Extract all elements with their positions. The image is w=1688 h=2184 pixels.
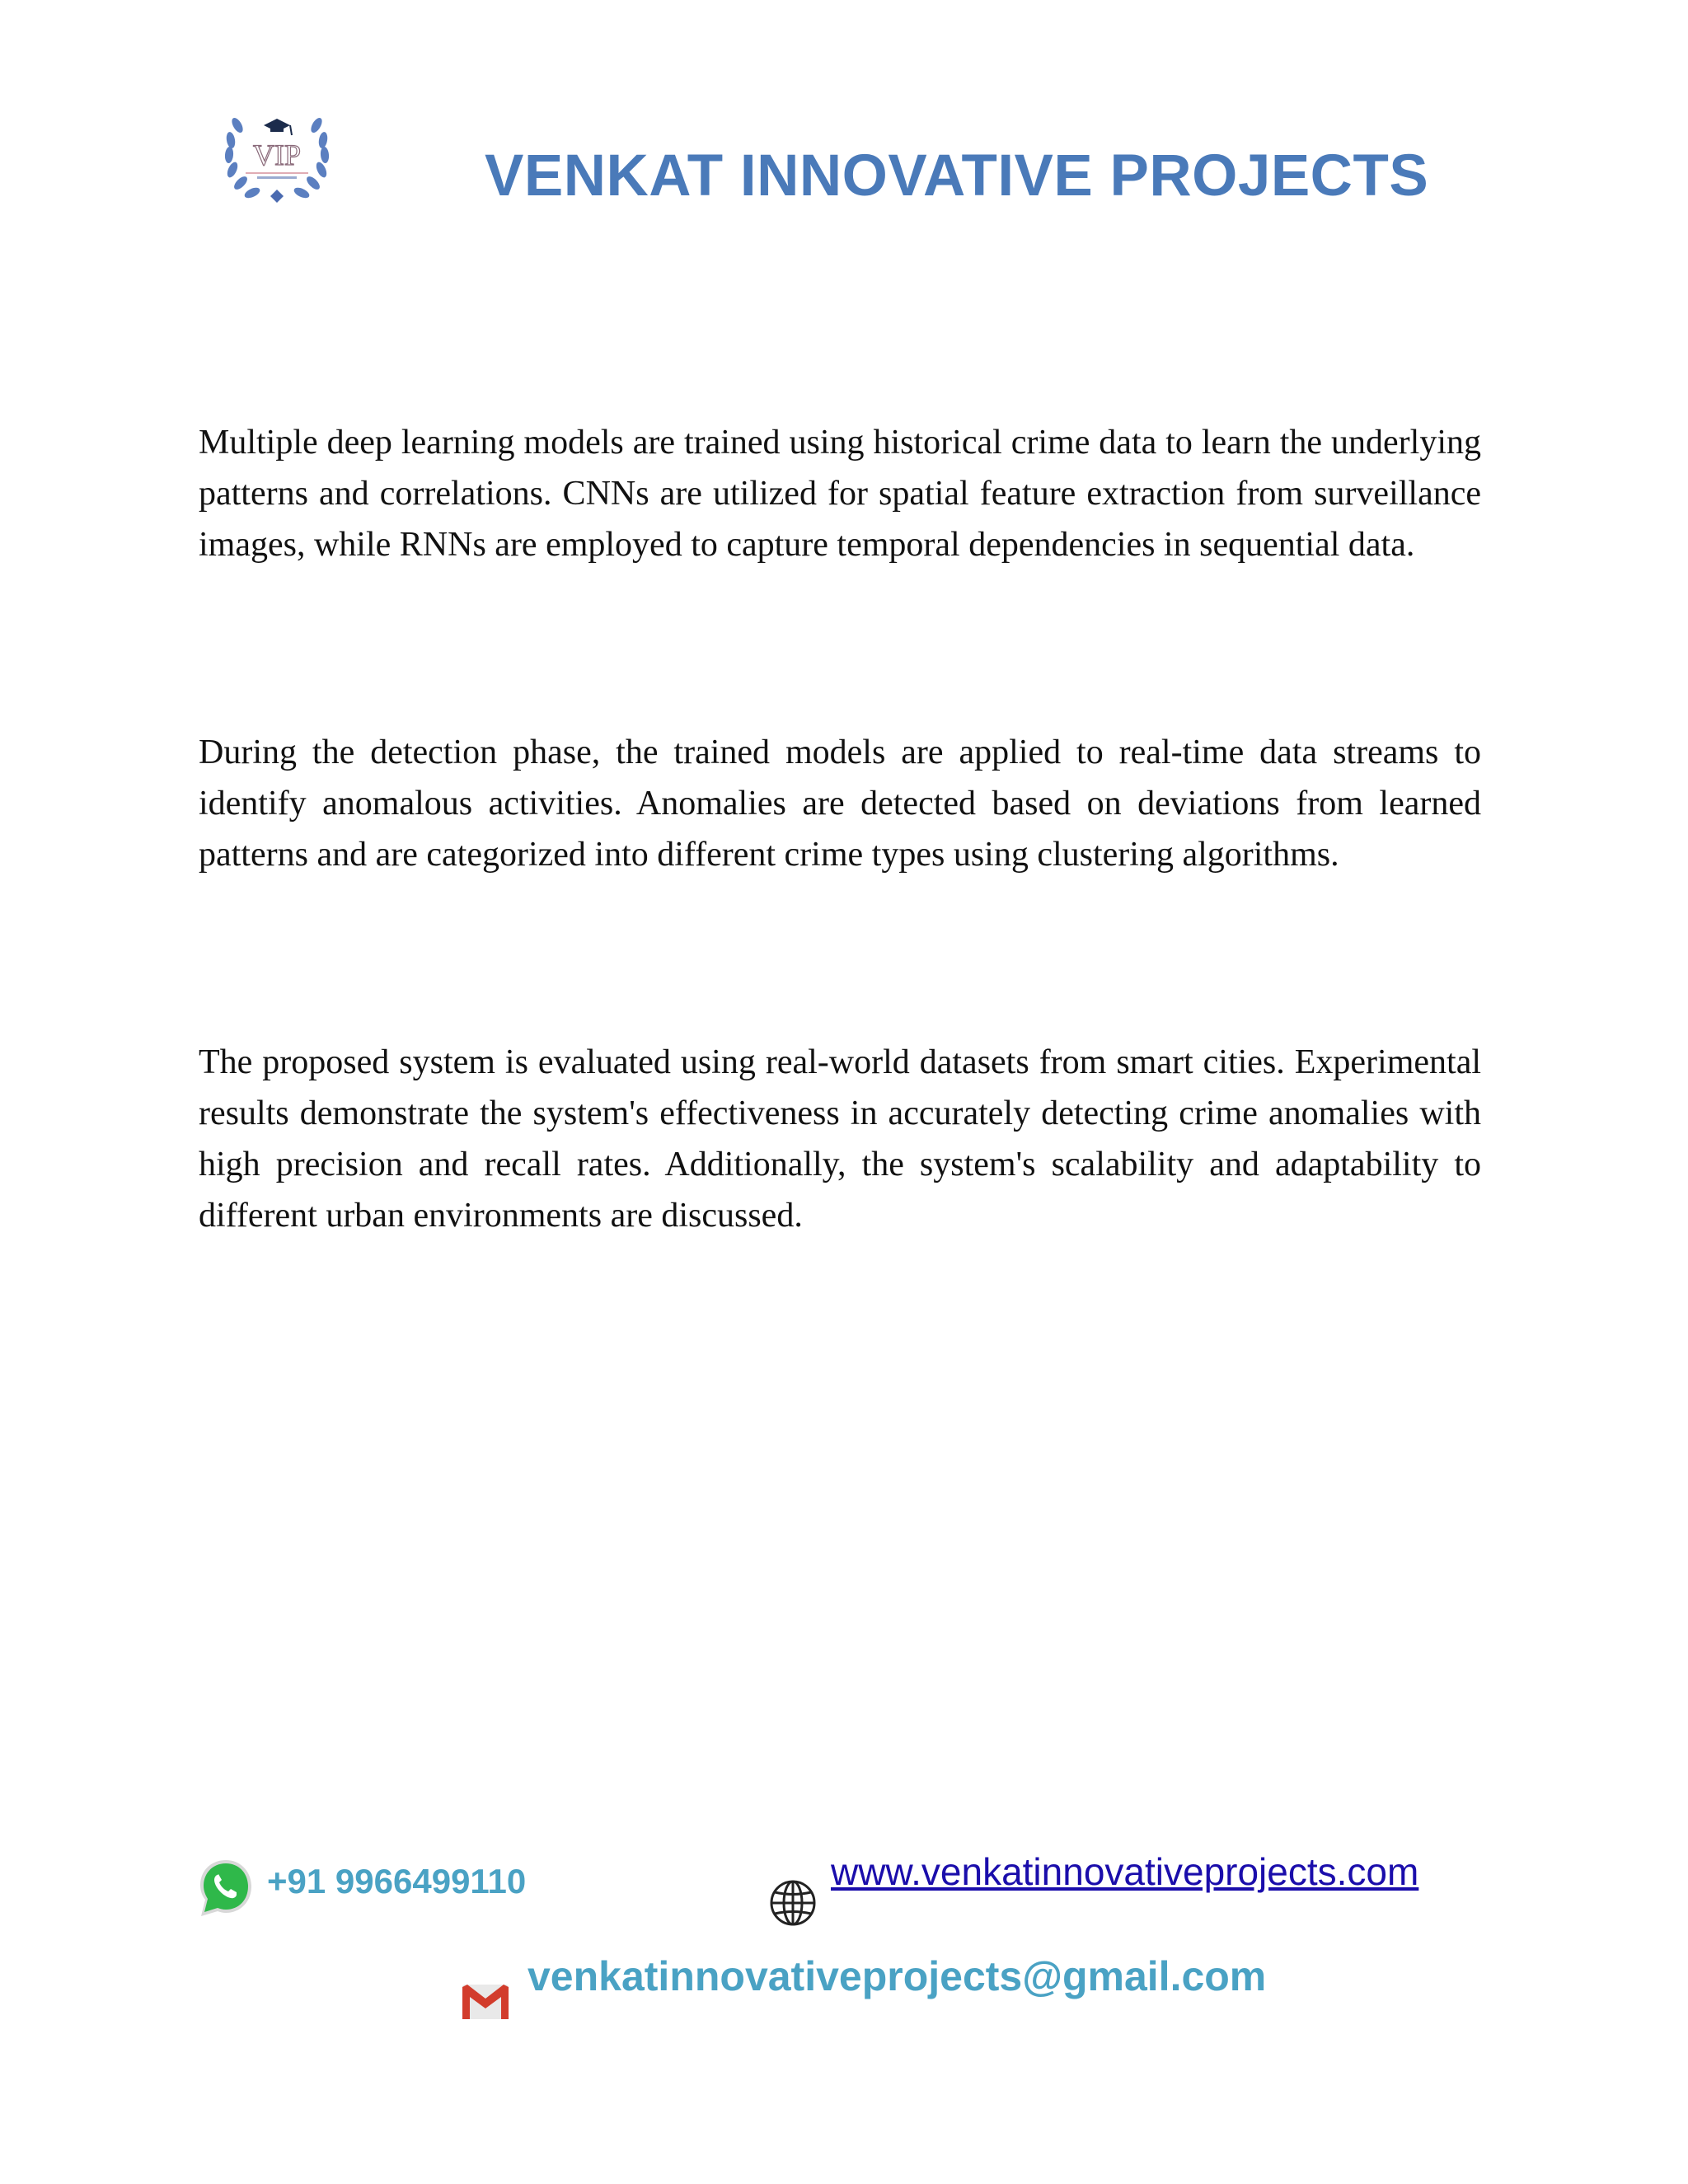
- body-paragraph: During the detection phase, the trained models are applied to real-time data streams to identify anomalous activities. Anomalies are detected based on deviations from learned patterns and are categorized into different crime types using clustering algorithms.: [199, 733, 1481, 874]
- phone-number[interactable]: +91 9966499110: [267, 1862, 527, 1900]
- globe-icon: [768, 1878, 818, 1928]
- email-address[interactable]: venkatinnovativeprojects@gmail.com: [528, 1953, 1267, 1999]
- website-link[interactable]: www.venkatinnovativeprojects.com: [831, 1850, 1419, 1893]
- body-paragraph: The proposed system is evaluated using real-world datasets from smart cities. Experimental results demonstrate the system's effectiveness in accurately detecting crime anomalies with high precision and recall rates. Additionally, the system's scalability and adaptability to different urban environments are discussed.: [199, 1043, 1481, 1235]
- company-title: VENKAT INNOVATIVE PROJECTS: [485, 143, 1429, 209]
- body-paragraph: Multiple deep learning models are trained using historical crime data to learn the underlying patterns and correlations. CNNs are utilized for spatial feature extraction from surveillance images, while RNNs are employed to capture temporal dependencies in sequential data.: [199, 424, 1481, 564]
- gmail-icon: [462, 1982, 509, 2020]
- vip-laurel-logo-icon: [221, 101, 333, 204]
- logo-text: VIP: [252, 138, 302, 171]
- whatsapp-icon: [196, 1857, 256, 1923]
